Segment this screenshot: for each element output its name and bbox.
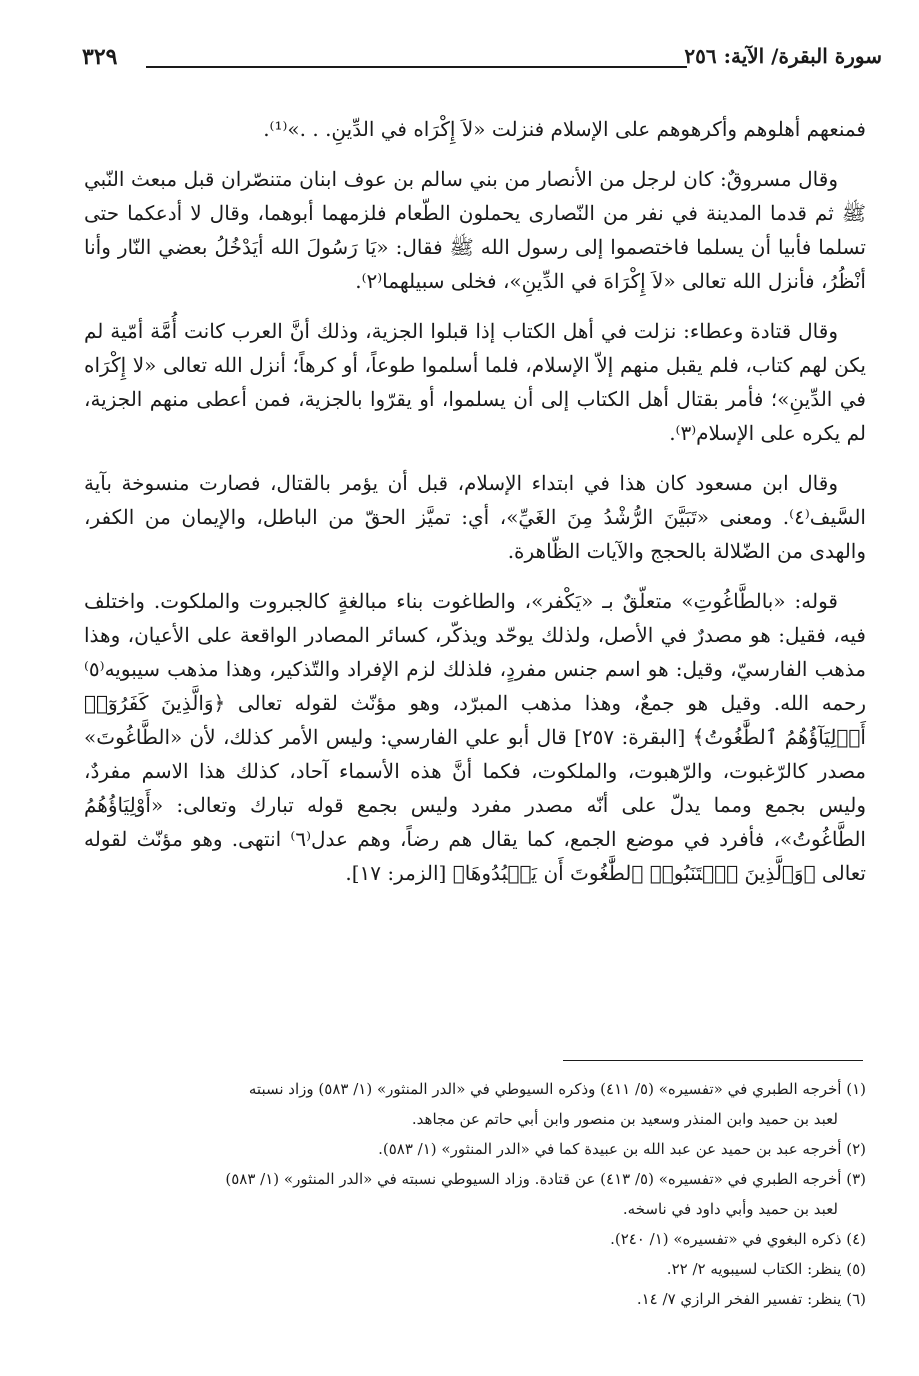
header-title: سورة البقرة/ الآية: ٢٥٦ (684, 44, 882, 68)
footnote: (٢) أخرجه عبد بن حميد عن عبد الله بن عبيدة كما في «الدر المنثور» (١/ ٥٨٣). (378, 1140, 866, 1158)
paragraph: فمنعهم أهلوهم وأكرهوهم على الإسلام فنزلت «لاَ إِكْرَاه في الدِّينِ. . .»⁽¹⁾. (263, 117, 866, 141)
paragraph: وقال ابن مسعود كان هذا في ابتداء الإسلام، قبل أن يؤمر بالقتال، فصارت منسوخة بآية السَّيف⁽٤⁾. ومعنى «تَبَيَّنَ الرُّشْدُ مِنَ الغَيِّ»، أي: تميَّز الحقّ من الباطل، والإيمان من الكفر، والهدى من الضّلالة بالحجج والآيات الظّاهرة. (84, 471, 866, 563)
paragraph: وقال قتادة وعطاء: نزلت في أهل الكتاب إذا قبلوا الجزية، وذلك أنَّ العرب كانت أُمَّة أمّية لم يكن لهم كتاب، فلم يقبل منهم إلاّ الإسلام، فلما أسلموا طوعاً، أو كرهاً؛ أنزل الله تعالى «لا إِكْرَاه في الدِّينِ»؛ فأمر بقتال أهل الكتاب إلى أن يسلموا، أو يقرّوا بالجزية، فمن أعطى منهم الجزية، لم يكره على الإسلام⁽٣⁾. (84, 319, 866, 445)
running-head (82, 40, 882, 80)
paragraph: وقال مسروقٌ: كان لرجل من الأنصار من بني سالم بن عوف ابنان متنصّران قبل مبعث النّبي ﷺ ثم قدما المدينة في نفر من النّصارى يحملون الطّعام فلزمهما أبوهما، وقال لا أدعكما حتى تسلما فأبيا أن يسلما فاختصموا إلى رسول الله ﷺ فقال: «يَا رَسُولَ الله أيَدْخُلُ بعضي النّار وأنا أنْظُرُ، فأنزل الله تعالى «لاَ إِكْرَاهَ في الدِّينِ»، فخلى سبيلهما⁽٢⁾. (84, 167, 866, 293)
footnote: (١) أخرجه الطبري في «تفسيره» (٥/ ٤١١) وذكره السيوطي في «الدر المنثور» (١/ ٥٨٣) وزاد نسبته (248, 1080, 866, 1098)
footnote-separator (563, 1060, 863, 1061)
footnote: (٣) أخرجه الطبري في «تفسيره» (٥/ ٤١٣) عن قتادة. وزاد السيوطي نسبته في «الدر المنثور» (١/ ٥٨٣) (225, 1170, 866, 1188)
footnote: (٤) ذكره البغوي في «تفسيره» (١/ ٢٤٠). (610, 1230, 866, 1248)
footnote: (٥) ينظر: الكتاب لسيبويه ٢/ ٢٢. (666, 1260, 866, 1278)
header-rule (146, 66, 687, 68)
page-number: ٣٢٩ (82, 44, 118, 70)
footnote-continuation: لعبد بن حميد وأبي داود في ناسخه. (622, 1200, 838, 1218)
footnote-continuation: لعبد بن حميد وابن المنذر وسعيد بن منصور وابن أبي حاتم عن مجاهد. (411, 1110, 838, 1128)
main-text (84, 112, 866, 906)
footnote: (٦) ينظر: تفسير الفخر الرازي ٧/ ١٤. (636, 1290, 866, 1308)
paragraph: قوله: «بالطَّاغُوتِ» متعلّقٌ بـ «يَكْفر»، والطاغوت بناء مبالغةٍ كالجبروت والملكوت. واختلف فيه، فقيل: هو مصدرٌ في الأصل، ولذلك يوحّد ويذكّر، كسائر المصادر الواقعة على الأعيان، وهذا مذهب الفارسيّ، وقيل: هو اسم جنس مفردٍ، فلذلك لزم الإفراد والتّذكير، وهذا مذهب سيبويه⁽٥⁾ رحمه الله. وقيل هو جمعٌ، وهذا مذهب المبرّد، وهو مؤنّث لقوله تعالى ﴿وَالَّذِينَ كَفَرُوٓا۟ أَوۡلِيَآؤُهُمُ ٱلطَّٰغُوتُ﴾ [البقرة: ٢٥٧] قال أبو علي الفارسي: وليس الأمر كذلك، لأن «الطَّاغُوتَ» مصدر كالرّغبوت، والرّهبوت، والملكوت، فكما أنَّ هذه الأسماء آحاد، كذلك هذا الاسم مفردٌ، وليس بجمع ومما يدلّ على أنّه مصدر مفرد وليس بجمع قوله تبارك وتعالى: «أَوْلِيَاؤُهُمُ الطَّاغُوتُ»، فأفرد في موضع الجمع، كما يقال هم رضاً، وهم عدل⁽٦⁾ انتهى. وهو مؤنّث لقوله تعالى ﴿وَٱلَّذِينَ ٱجۡتَنَبُوا۟ ٱلطَّٰغُوتَ أَن يَعۡبُدُوهَا﴾ [الزمر: ١٧]. (84, 589, 866, 885)
footnotes (84, 1074, 866, 1314)
